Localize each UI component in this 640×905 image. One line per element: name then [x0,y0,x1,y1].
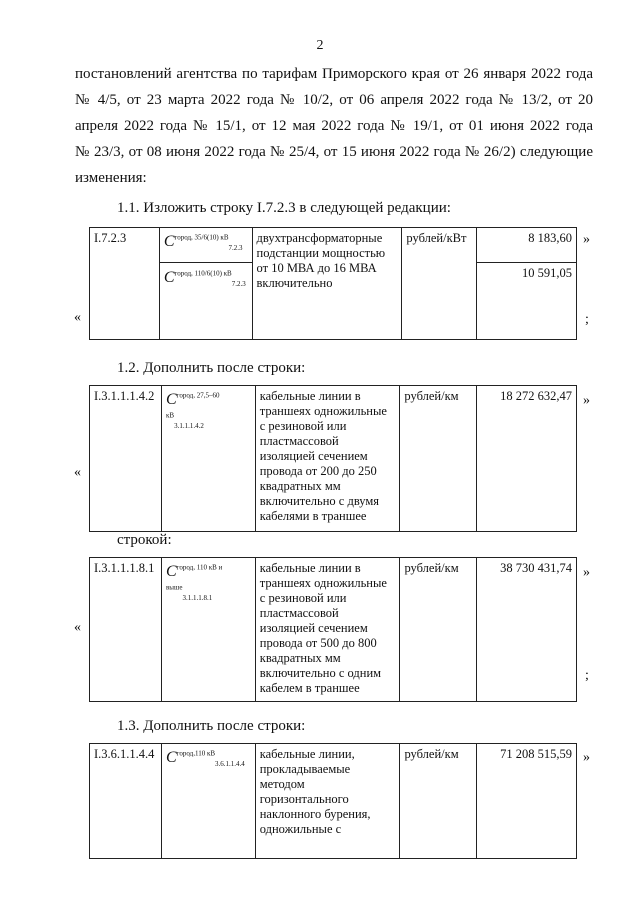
row-code: I.7.2.3 [90,228,160,340]
open-quote: « [74,465,81,480]
table-row-3-6-1-1-4-4 [89,743,577,859]
row-value: 10 591,05 [477,263,577,340]
intro-line: № 23/3, от 08 июня 2022 года № 25/4, от 15 июня 2022 года № 26/2) следующие [75,144,593,160]
tariff-symbol: $C^{город,110 кВ}_{3.6.1.1.4.4}$ [161,744,255,859]
row-value: 71 208 515,59 [477,744,577,859]
tariff-symbol: $C^{город, 27,5-60 кВ}_{3.1.1.1.4.2}$ [161,386,255,532]
row-code: I.3.6.1.1.4.4 [90,744,162,859]
row-value: 38 730 431,74 [477,558,577,702]
intro-line: № 4/5, от 23 марта 2022 года № 10/2, от 06 апреля 2022 года № 13/2, от 20 [75,92,593,108]
open-quote: « [74,310,81,325]
row-code: I.3.1.1.1.8.1 [90,558,162,702]
page-number: 2 [316,38,324,53]
row-value: 8 183,60 [477,228,577,263]
row-unit: рублей/км [400,386,477,532]
close-quote: » [583,393,590,408]
tariff-symbol: $C^{город, 110 кВ и выше}_{3.1.1.1.8.1}$ [161,558,255,702]
row-unit: рублей/км [400,558,477,702]
row-description: кабельные линии в траншеях одножильные с резиновой или пластмассовой изоляцией сечением провода от 200 до 250 квадратных мм включительно с двумя кабелями в траншее [255,386,400,532]
intro-line: апреля 2022 года № 15/1, от 12 мая 2022 года № 19/1, от 01 июня 2022 года [75,118,593,134]
row-description: кабельные линии в траншеях одножильные с резиновой или пластмассовой изоляцией сечением провода от 500 до 800 квадратных мм включительно с одним кабелем в траншее [255,558,400,702]
row-unit: рублей/км [400,744,477,859]
section-1-2-heading: 1.2. Дополнить после строки: [117,360,306,376]
row-value: 18 272 632,47 [477,386,577,532]
open-quote: « [74,620,81,635]
semicolon: ; [585,668,589,683]
intro-line: изменения: [75,170,147,186]
row-code: I.3.1.1.1.4.2 [90,386,162,532]
intro-paragraph [75,66,593,196]
close-quote: » [583,565,590,580]
table-row-3-1-1-1-8-1 [89,557,577,702]
table-row-7-2-3 [89,227,577,340]
row-description: кабельные линии, прокладываемые методом горизонтального наклонного бурения, одножильные с [255,744,400,859]
tariff-symbol: $C^{город, 110/6(10) кВ}_{7.2.3}$ [159,263,252,340]
row-word: строкой: [117,532,172,548]
row-description: двухтрансформаторные подстанции мощностью от 10 МВА до 16 МВА включительно [252,228,402,340]
tariff-symbol: $C^{город, 35/6(10) кВ}_{7.2.3}$ [159,228,252,263]
close-quote: » [583,232,590,247]
close-quote: » [583,750,590,765]
table-row-3-1-1-1-4-2 [89,385,577,532]
section-1-3-heading: 1.3. Дополнить после строки: [117,718,306,734]
section-1-1-heading: 1.1. Изложить строку I.7.2.3 в следующей редакции: [117,200,451,216]
semicolon: ; [585,312,589,327]
intro-line: постановлений агентства по тарифам Приморского края от 26 января 2022 года [75,66,593,82]
row-unit: рублей/кВт [402,228,477,340]
